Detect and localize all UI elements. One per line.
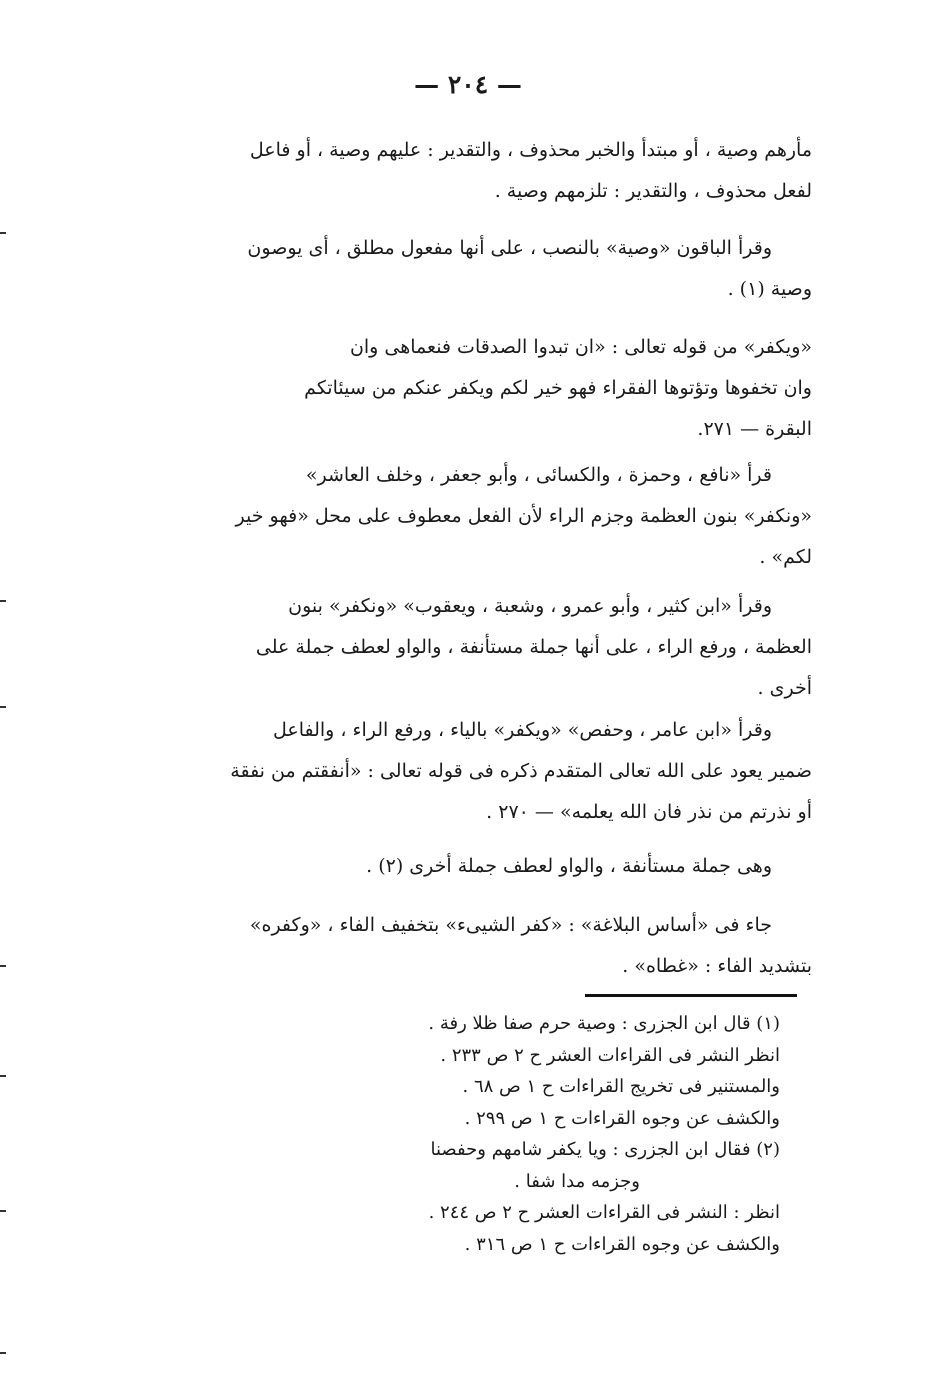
quran-verse bbox=[172, 327, 812, 450]
text-line: وقرأ «ابن كثير ، وأبو عمرو ، وشعبة ، ويعقوب» «ونكفر» بنون bbox=[288, 595, 772, 617]
paragraph-3 bbox=[112, 455, 812, 578]
paragraph-4 bbox=[112, 586, 812, 709]
scan-mark bbox=[0, 1210, 6, 1212]
scan-mark bbox=[0, 965, 6, 967]
text-line: العظمة ، ورفع الراء ، على أنها جملة مستأنفة ، والواو لعطف جملة على bbox=[255, 636, 812, 658]
page-number: — ٢٠٤ — bbox=[414, 70, 522, 99]
footnote-line: (٢) فقال ابن الجزرى : ويا يكفر شامهم وحفصنا bbox=[430, 1139, 780, 1160]
scan-mark bbox=[0, 600, 6, 602]
footnote-line: انظر النشر فى القراءات العشر ح ٢ ص ٢٣٣ . bbox=[440, 1044, 780, 1066]
footnote-line: والمستنير فى تخريج القراءات ح ١ ص ٦٨ . bbox=[462, 1076, 780, 1097]
footnotes bbox=[290, 1008, 780, 1260]
paragraph-6 bbox=[112, 846, 812, 887]
scan-mark bbox=[0, 1075, 6, 1077]
text-line: وصية (١) . bbox=[727, 278, 812, 300]
footnote-line: (١) قال ابن الجزرى : وصية حرم صفا ظلا رفة . bbox=[428, 1013, 780, 1034]
text-line: ضمير يعود على الله تعالى المتقدم ذكره فى قوله تعالى : «أنفقتم من نفقة bbox=[230, 760, 812, 782]
paragraph-7 bbox=[112, 905, 812, 987]
text-line: قرأ «نافع ، وحمزة ، والكسائى ، وأبو جعفر ، وخلف العاشر» bbox=[305, 464, 772, 486]
text-line: أو نذرتم من نذر فان الله يعلمه» — ٢٧٠ . bbox=[486, 801, 812, 823]
scan-mark bbox=[0, 706, 6, 708]
text-line: وقرأ «ابن عامر ، وحفص» «ويكفر» بالياء ، ورفع الراء ، والفاعل bbox=[272, 719, 772, 741]
paragraph-1 bbox=[112, 130, 812, 212]
text-line: وهى جملة مستأنفة ، والواو لعطف جملة أخرى (٢) . bbox=[366, 855, 772, 877]
text-line: أخرى . bbox=[757, 677, 812, 699]
scan-mark bbox=[0, 232, 6, 234]
text-line: وقرأ الباقون «وصية» بالنصب ، على أنها مفعول مطلق ، أى يوصون bbox=[247, 237, 772, 259]
footnote-line: والكشف عن وجوه القراءات ح ١ ص ٣١٦ . bbox=[464, 1233, 780, 1255]
scan-mark bbox=[0, 1352, 6, 1354]
text-line: بتشديد الفاء : «غطاه» . bbox=[622, 955, 812, 977]
footnote-line: انظر : النشر فى القراءات العشر ح ٢ ص ٢٤٤ . bbox=[428, 1202, 780, 1223]
footnote-divider bbox=[585, 994, 797, 997]
text-line: «ونكفر» بنون العظمة وجزم الراء لأن الفعل معطوف على محل «فهو خير bbox=[235, 505, 812, 527]
paragraph-5 bbox=[112, 710, 812, 833]
text-line: مأرهم وصية ، أو مبتدأ والخبر محذوف ، والتقدير : عليهم وصية ، أو فاعل bbox=[249, 139, 812, 161]
footnote-line: وجزمه مدا شفا . bbox=[514, 1170, 640, 1192]
footnote-line: والكشف عن وجوه القراءات ح ١ ص ٢٩٩ . bbox=[464, 1107, 780, 1129]
text-line: وان تخفوها وتؤتوها الفقراء فهو خير لكم ويكفر عنكم من سيئاتكم bbox=[304, 377, 812, 399]
text-line: «ويكفر» من قوله تعالى : «ان تبدوا الصدقات فنعماهى وان bbox=[349, 336, 812, 358]
text-line: لكم» . bbox=[759, 546, 812, 568]
text-line: البقرة — ٢٧١. bbox=[697, 418, 812, 440]
paragraph-2 bbox=[112, 228, 812, 310]
text-line: جاء فى «أساس البلاغة» : «كفر الشيىء» بتخفيف الفاء ، «وكفره» bbox=[249, 914, 772, 936]
text-line: لفعل محذوف ، والتقدير : تلزمهم وصية . bbox=[494, 180, 812, 202]
